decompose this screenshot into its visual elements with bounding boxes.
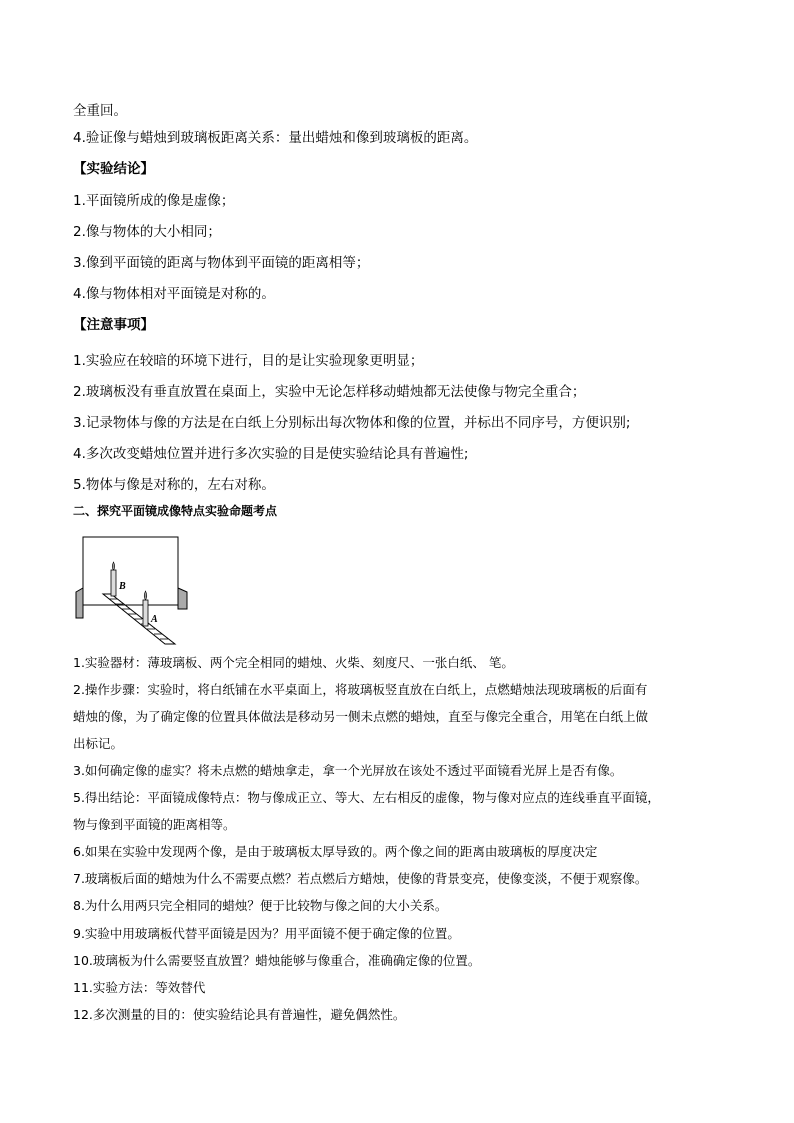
exam-point: 3.如何确定像的虚实？将未点燃的蜡烛拿走，拿一个光屏放在该处不透过平面镜看光屏上是否有像。 [73,763,623,778]
candle-a [143,591,148,626]
mirror-experiment-figure [73,532,193,647]
exam-point: 8.为什么用两只完全相同的蜡烛？便于比较物与像之间的大小关系。 [73,898,448,913]
exam-point: 12.多次测量的目的：使实验结论具有普遍性，避免偶然性。 [73,1007,406,1022]
conclusion-item: 4.像与物体相对平面镜是对称的。 [73,286,275,302]
exam-point: 出标记。 [73,736,124,751]
conclusion-item: 1.平面镜所成的像是虚像； [73,193,235,209]
conclusion-item: 3.像到平面镜的距离与物体到平面镜的距离相等； [73,255,370,271]
exam-point: 5.得出结论：平面镜成像特点：物与像成正立、等大、左右相反的虚像，物与像对应点的连线垂直平面镜， [73,790,660,805]
exam-point: 10.玻璃板为什么需要竖直放置？蜡烛能够与像重合，准确确定像的位置。 [73,953,481,968]
section-heading-exam-points: 二、探究平面镜成像特点实验命题考点 [73,504,278,518]
label-a: A [151,614,158,625]
text-line: 4.验证像与蜡烛到玻璃板距离关系：量出蜡烛和像到玻璃板的距离。 [73,130,478,146]
conclusion-item: 2.像与物体的大小相同； [73,224,221,240]
exam-point: 11.实验方法：等效替代 [73,980,206,995]
right-stand [178,588,187,609]
exam-point: 7.玻璃板后面的蜡烛为什么不需要点燃？若点燃后方蜡烛，使像的背景变亮，使像变淡，不便于观察像。 [73,871,648,886]
exam-point: 物与像到平面镜的距离相等。 [73,817,236,832]
label-b: B [119,581,126,592]
notes-item: 3.记录物体与像的方法是在白纸上分别标出每次物体和像的位置，并标出不同序号，方便识别; [73,415,631,431]
exam-point: 6.如果在实验中发现两个像，是由于玻璃板太厚导致的。两个像之间的距离由玻璃板的厚度决定 [73,844,598,859]
left-stand [76,588,83,618]
notes-item: 1.实验应在较暗的环境下进行，目的是让实验现象更明显； [73,353,424,369]
text-line: 全重回。 [73,103,127,119]
exam-point: 2.操作步骤：实验时，将白纸铺在水平桌面上，将玻璃板竖直放在白纸上，点燃蜡烛法现玻璃板的后面有 [73,682,648,697]
candle-b [111,562,116,596]
notes-item: 4.多次改变蜡烛位置并进行多次实验的目是使实验结论具有普遍性; [73,446,469,462]
exam-point: 1.实验器材：薄玻璃板、两个完全相同的蜡烛、火柴、刻度尺、一张白纸、 笔。 [73,655,514,670]
exam-point: 蜡烛的像，为了确定像的位置具体做法是移动另一侧未点燃的蜡烛，直至与像完全重合，用笔在白纸上做 [73,709,649,724]
notes-item: 5.物体与像是对称的，左右对称。 [73,477,275,493]
notes-item: 2.玻璃板没有垂直放置在桌面上，实验中无论怎样移动蜡烛都无法使像与物完全重合； [73,384,586,400]
glass-plate [83,537,178,605]
exam-point: 9.实验中用玻璃板代替平面镜是因为？用平面镜不便于确定像的位置。 [73,926,460,941]
section-heading-conclusion: 【实验结论】 [73,161,154,177]
ruler [103,594,175,644]
section-heading-notes: 【注意事项】 [73,317,154,333]
